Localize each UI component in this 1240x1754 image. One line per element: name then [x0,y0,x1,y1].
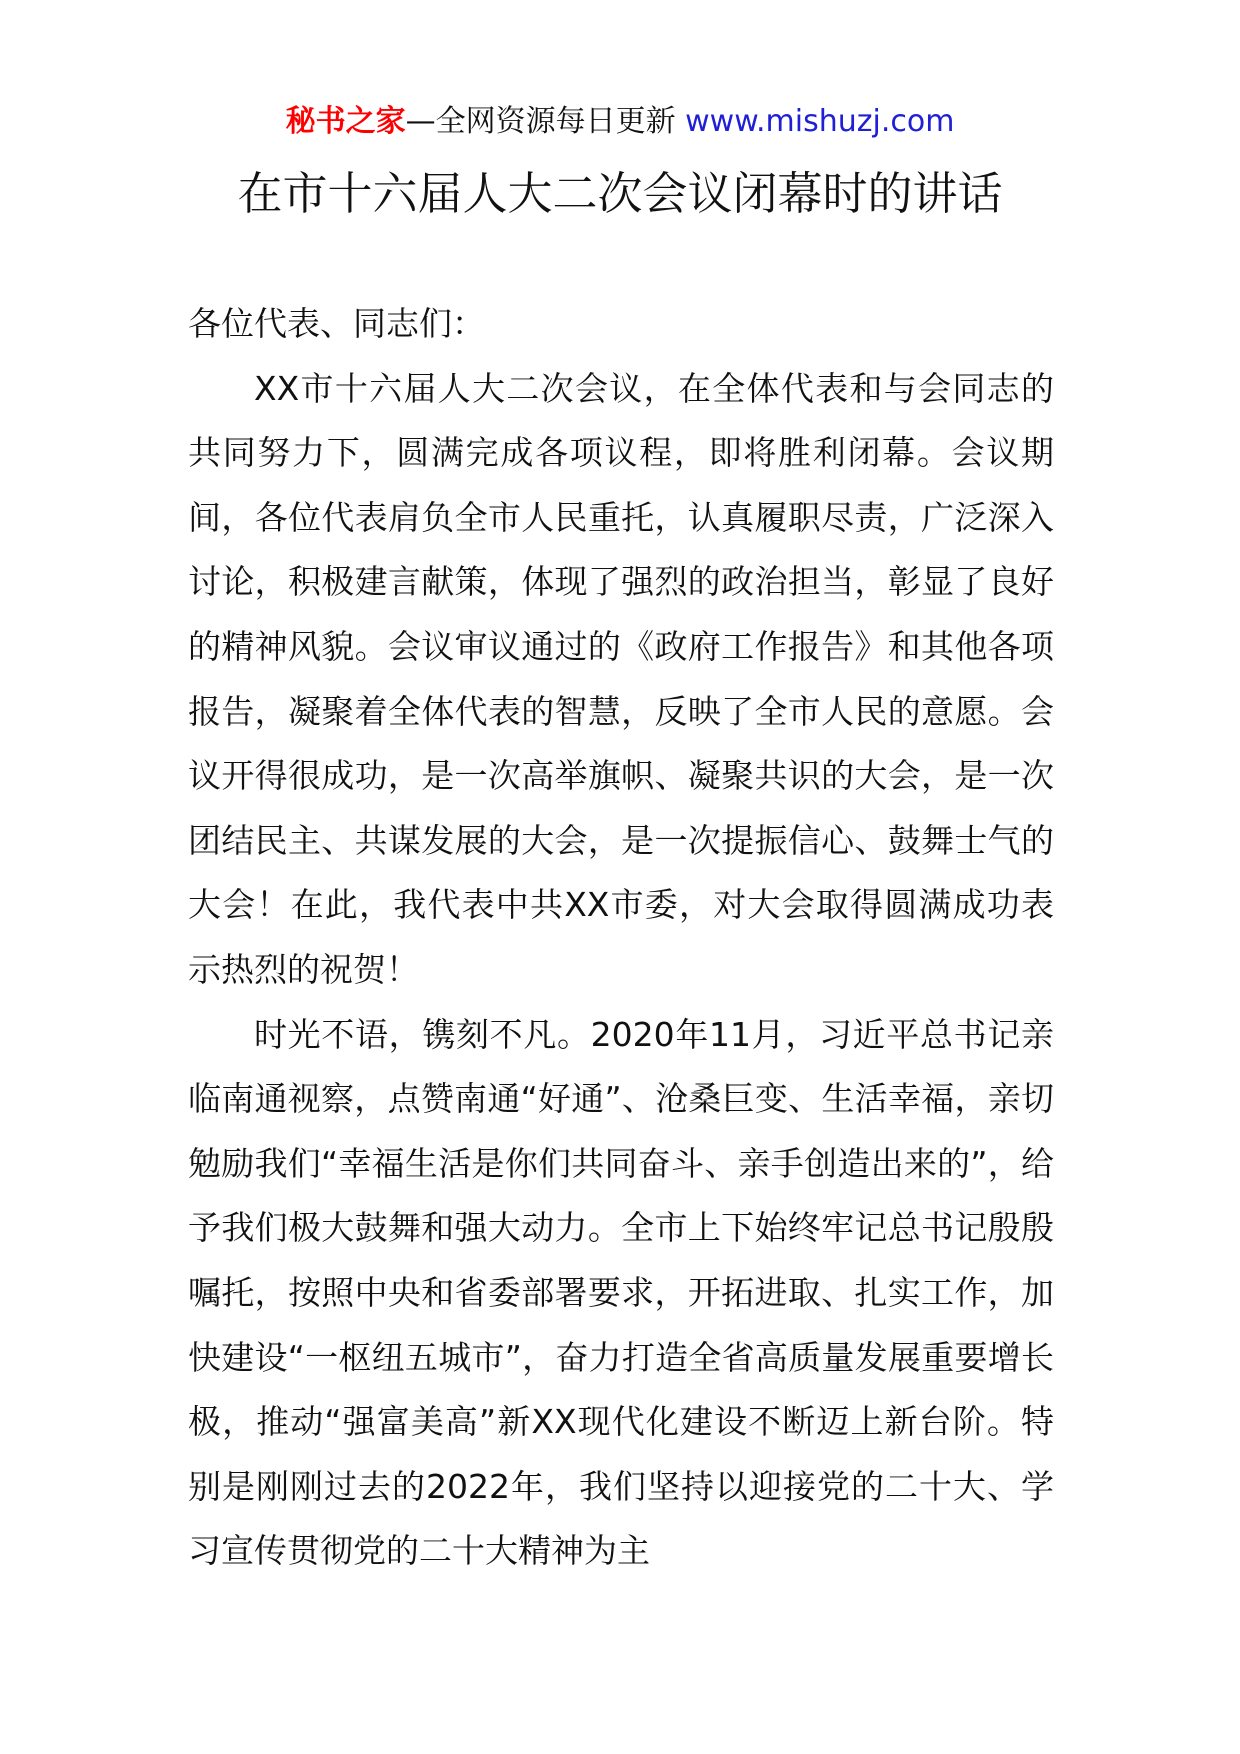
document-body [188,292,1054,1584]
site-tagline: —全网资源每日更新 [405,104,686,139]
site-brand: 秘书之家 [285,104,406,139]
site-header [0,102,1240,142]
paragraph-1: XX市十六届人大二次会议，在全体代表和与会同志的共同努力下，圆满完成各项议程，即将胜利闭幕。会议期间，各位代表肩负全市人民重托，认真履职尽责，广泛深入讨论，积极建言献策，体现了强烈的政治担当，彰显了良好的精神风貌。会议审议通过的《政府工作报告》和其他各项报告，凝聚着全体代表的智慧，反映了全市人民的意愿。会议开得很成功，是一次高举旗帜、凝聚共识的大会，是一次团结民主、共谋发展的大会，是一次提振信心、鼓舞士气的大会！在此，我代表中共XX市委，对大会取得圆满成功表示热烈的祝贺！ [188,368,1054,989]
paragraph-2: 时光不语，镌刻不凡。2020年11月，习近平总书记亲临南通视察，点赞南通“好通”、沧桑巨变、生活幸福，亲切勉励我们“幸福生活是你们共同奋斗、亲手创造出来的”，给予我们极大鼓舞和强大动力。全市上下始终牢记总书记殷殷嘱托，按照中央和省委部署要求，开拓进取、扎实工作，加快建设“一枢纽五城市”，奋力打造全省高质量发展重要增长极，推动“强富美高”新XX现代化建设不断迈上新台阶。特别是刚刚过去的2022年，我们坚持以迎接党的二十大、学习宣传贯彻党的二十大精神为主 [188,1014,1054,1571]
salutation: 各位代表、同志们： [188,304,485,343]
site-url-link[interactable]: www.mishuzj.com [685,104,955,139]
document-title: 在市十六届人大二次会议闭幕时的讲话 [237,167,1003,220]
